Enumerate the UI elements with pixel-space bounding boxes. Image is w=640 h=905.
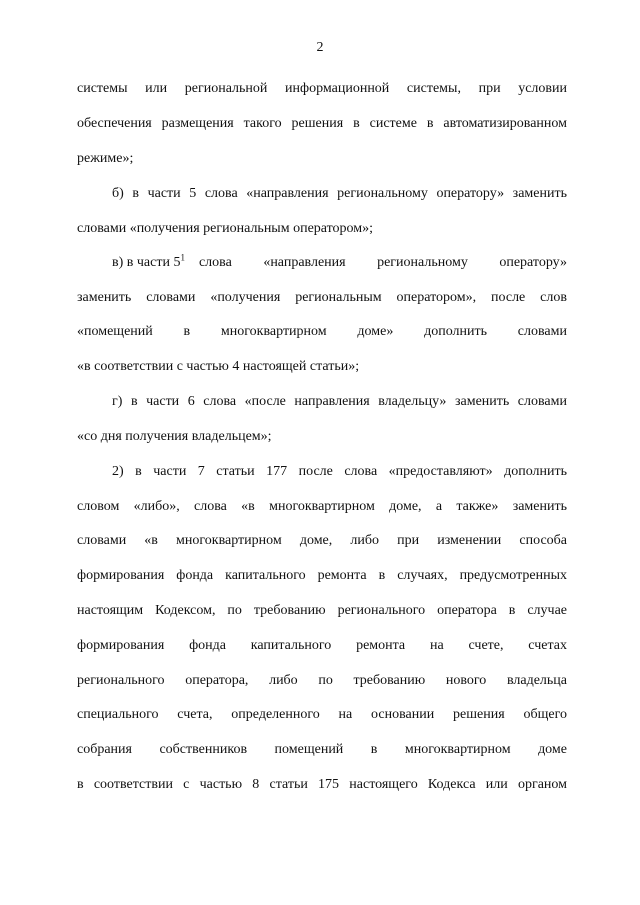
- text-line: «в соответствии с частью 4 настоящей статьи»;: [77, 359, 360, 374]
- superscript: 1: [180, 252, 185, 263]
- text-line: собрания собственников помещений в многоквартирном доме: [77, 742, 567, 757]
- text-line: режиме»;: [77, 151, 134, 166]
- text-line: б) в части 5 слова «направления региональному оператору» заменить: [112, 186, 567, 201]
- text-line: заменить словами «получения региональным оператором», после слов: [77, 290, 567, 305]
- text-line: [112, 254, 567, 272]
- text-line: «помещений в многоквартирном доме» дополнить словами: [77, 324, 567, 339]
- text-line: «со дня получения владельцем»;: [77, 429, 272, 444]
- text-line: регионального оператора, либо по требованию нового владельца: [77, 673, 567, 688]
- text-line: специального счета, определенного на основании решения общего: [77, 707, 567, 722]
- text-line: формирования фонда капитального ремонта на счете, счетах: [77, 638, 567, 653]
- text-line: г) в части 6 слова «после направления владельцу» заменить словами: [112, 394, 567, 409]
- text-line: словами «получения региональным оператором»;: [77, 221, 374, 236]
- text-fragment: слова «направления региональному оператору»: [198, 255, 567, 270]
- text-fragment: в) в части $5^1$: [112, 252, 185, 270]
- text-line: обеспечения размещения такого решения в системе в автоматизированном: [77, 116, 567, 131]
- text-line: системы или региональной информационной системы, при условии: [77, 81, 567, 96]
- text-line: словами «в многоквартирном доме, либо при изменении способа: [77, 533, 567, 548]
- page-number: 2: [316, 40, 324, 55]
- text-line: настоящим Кодексом, по требованию регионального оператора в случае: [77, 603, 567, 618]
- text-line: формирования фонда капитального ремонта в случаях, предусмотренных: [77, 568, 567, 583]
- text-line: словом «либо», слова «в многоквартирном доме, а также» заменить: [77, 499, 567, 514]
- text-line: в соответствии с частью 8 статьи 175 настоящего Кодекса или органом: [77, 777, 567, 792]
- text-line: 2) в части 7 статьи 177 после слова «предоставляют» дополнить: [112, 464, 567, 479]
